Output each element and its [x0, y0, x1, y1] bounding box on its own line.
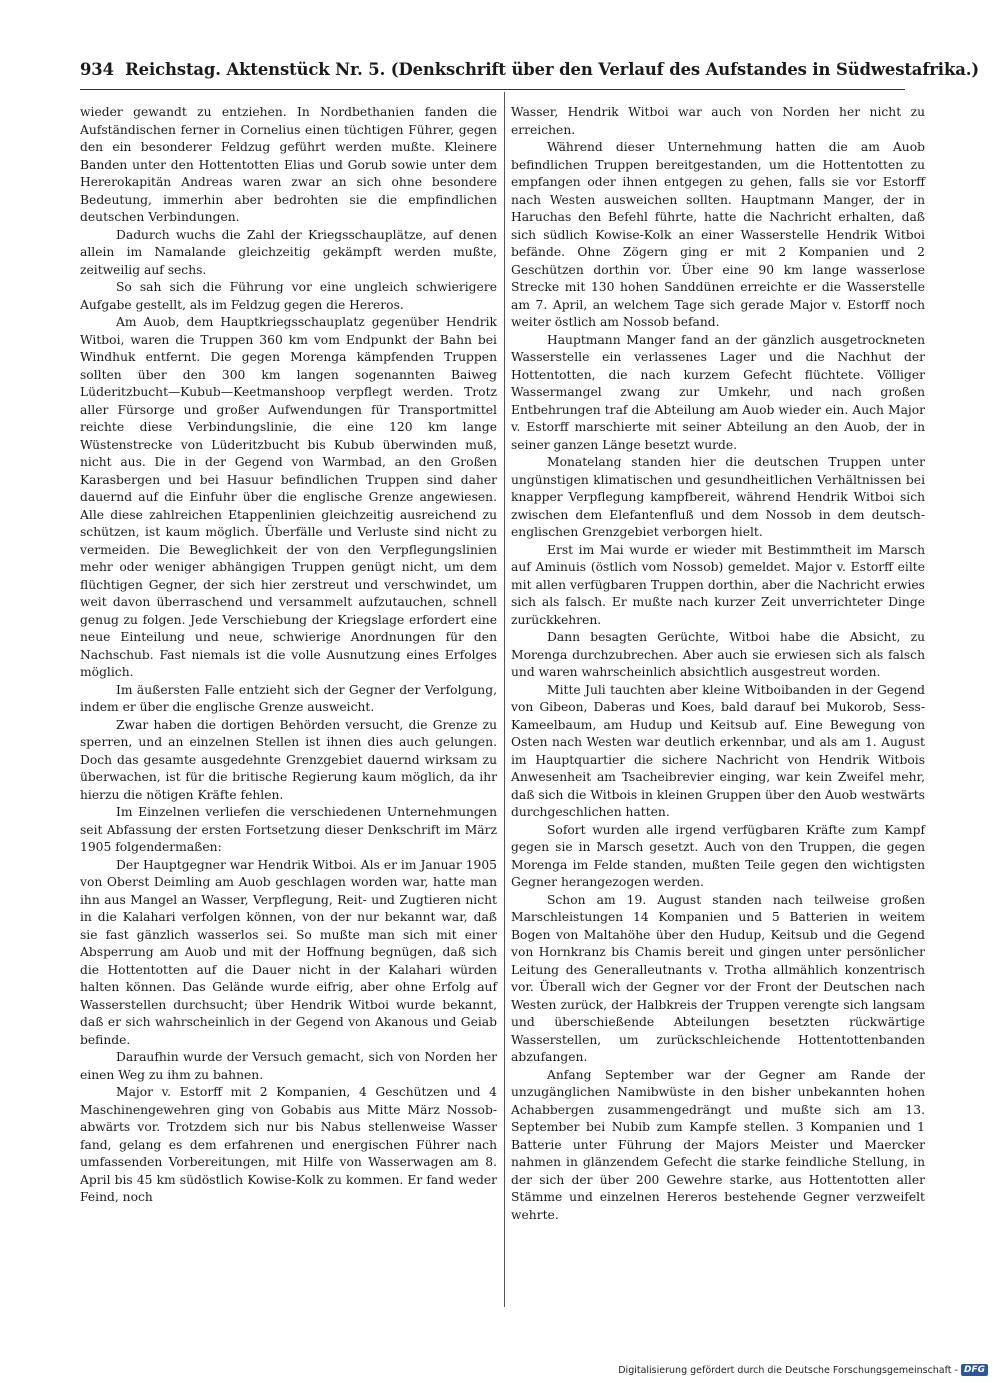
paragraph: Hauptmann Manger fand an der gänzlich ausgetrockneten Wasserstelle ein verlassenes Lager und die Nachhut der Hottentotten, die nach kurzem Gefecht flüchtete. Völliger Wassermangel zwang zur Umkehr, und nach großen Entbehrungen traf die Abteilung am Auob wieder ein. Auch Major v. Estorff marschierte mit seiner Abteilung an den Auob, der in seiner ganzen Länge besetzt wurde. [511, 332, 925, 452]
column-divider [504, 92, 505, 1307]
paragraph: Im Einzelnen verliefen die verschiedenen Unternehmungen seit Abfassung der ersten Fortsetzung dieser Denkschrift im März 1905 folgendermaßen: [80, 805, 497, 854]
dfg-logo: DFG [961, 1364, 988, 1376]
right-column [511, 104, 925, 1224]
paragraph: Im äußersten Falle entzieht sich der Gegner der Verfolgung, indem er über die englische Grenze ausweicht. [80, 682, 497, 714]
header-rule [80, 89, 905, 90]
paragraph: Erst im Mai wurde er wieder mit Bestimmtheit im Marsch auf Aminuis (östlich vom Nossob) gemeldet. Major v. Estorff eilte mit allen verfügbaren Truppen dorthin, aber die Nachricht erwies sich als falsch. Er mußte nach kurzer Zeit unverrichteter Dinge zurückkehren. [511, 542, 925, 627]
paragraph: Monatelang standen hier die deutschen Truppen unter ungünstigen klimatischen und gesundheitlichen Verhältnissen bei knapper Verpflegung kampfbereit, während Hendrik Witboi sich zwischen dem Elefantenfluß und dem Nossob in dem deutsch-englischen Grenzgebiet verborgen hielt. [511, 455, 925, 539]
paragraph: Anfang September war der Gegner am Rande der unzugänglichen Namibwüste in den bisher unbekannten hohen Achabbergen zusammengedrängt und mußte sich am 13. September bei Nubib zum Kampfe stellen. 3 Kompanien und 1 Batterie unter Führung der Majors Meister und Maercker nahmen in glänzendem Gefecht die starke feindliche Stellung, in der sich der über 200 Gewehre starke, aus Hottentotten aller Stämme und einzelnen Hereros bestehende Gegner verzweifelt wehrte. [511, 1067, 925, 1222]
paragraph: Wasser, Hendrik Witboi war auch von Norden her nicht zu erreichen. [511, 105, 925, 137]
paragraph: Während dieser Unternehmung hatten die am Auob befindlichen Truppen bereitgestanden, um die Hottentotten zu empfangen oder ihnen entgegen zu gehen, falls sie vor Estorff nach Westen ausweichen sollten. Hauptmann Manger, der in Haruchas den Befehl führte, hatte die Nachricht erhalten, daß sich südlich Kowise-Kolk an einer Wasserstelle Hendrik Witboi befände. Ohne Zögern ging er mit 2 Kompanien und 2 Geschützen dorthin vor. Über eine 90 km lange wasserlose Strecke mit 130 hohen Sanddünen erreichte er die Wasserstelle am 7. April, an welchem Tage sich gerade Major v. Estorff noch weiter östlich am Nossob befand. [511, 140, 925, 329]
paragraph: Schon am 19. August standen nach teilweise großen Marschleistungen 14 Kompanien und 5 Batterien in weitem Bogen von Maltahöhe über den Hudup, Keitsub und die Gegend von Hornkranz bis Chamis bereit und gingen unter persönlicher Leitung des Generalleutnants v. Trotha allmählich konzentrisch vor. Überall wich der Gegner vor der Front der Deutschen nach Westen zurück, der Halbkreis der Truppen verengte sich langsam und überschießende Abteilungen besetzten rückwärtige Wasserstellen, um zurückschleichende Hottentottenbanden abzufangen. [511, 892, 925, 1064]
paragraph: Daraufhin wurde der Versuch gemacht, sich von Norden her einen Weg zu ihm zu bahnen. [80, 1050, 497, 1082]
footer-text: Digitalisierung gefördert durch die Deutsche Forschungsgemeinschaft - [618, 1364, 958, 1376]
paragraph: Major v. Estorff mit 2 Kompanien, 4 Geschützen und 4 Maschinengewehren ging von Gobabis aus Mitte März Nossob-abwärts vor. Trotzdem sich nur bis Nabus stellenweise Wasser fand, gelang es dem erfahrenen und energischen Führer nach umfassenden Vorbereitungen, mit Hilfe von Wasserwagen am 8. April bis 45 km südöstlich Kowise-Kolk zu kommen. Er fand weder Feind, noch [80, 1085, 497, 1204]
paragraph: Zwar haben die dortigen Behörden versucht, die Grenze zu sperren, und an einzelnen Stellen ist ihnen dies auch gelungen. Doch das gesamte ausgedehnte Grenzgebiet dauernd wirksam zu überwachen, ist für die britische Regierung kaum möglich, da ihr hierzu die nötigen Kräfte fehlen. [80, 717, 497, 802]
paragraph: Dadurch wuchs die Zahl der Kriegsschauplätze, auf denen allein im Namalande gleichzeitig gekämpft werden mußte, zeitweilig auf sechs. [80, 227, 497, 277]
paragraph: Der Hauptgegner war Hendrik Witboi. Als er im Januar 1905 von Oberst Deimling am Auob geschlagen worden war, hatte man ihn aus Mangel an Wasser, Verpflegung, Reit- und Zugtieren nicht in die Kalahari verfolgen können, von der nur bekannt war, daß sie fast gänzlich wasserlos sei. So mußte man sich mit einer Absperrung am Auob und mit der Hoffnung begnügen, daß sich die Hottentotten auf die Dauer nicht in der Kalahari würden halten können. Das Gelände wurde eifrig, aber ohne Erfolg auf Wasserstellen durchsucht; über Hendrik Witboi wurde bekannt, daß er sich wahrscheinlich in der Gegend von Akanous und Geiab befinde. [80, 857, 497, 1047]
digitization-footer [618, 1364, 988, 1376]
paragraph: wieder gewandt zu entziehen. In Nordbethanien fanden die Aufständischen ferner in Cornelius einen tüchtigen Führer, gegen den ein besonderer Feldzug geführt werden mußte. Kleinere Banden unter den Hottentotten Elias und Gorub sowie unter dem Hererokapitän Andreas waren zwar an sich ohne besondere Bedeutung, immerhin aber bedrohten sie die empfindlichen deutschen Verbindungen. [80, 105, 497, 224]
page-number: 934 [80, 60, 114, 79]
running-title: Reichstag. Aktenstück Nr. 5. (Denkschrift über den Verlauf des Aufstandes in Südwestafrika.) [125, 60, 979, 79]
paragraph: Sofort wurden alle irgend verfügbaren Kräfte zum Kampf gegen sie in Marsch gesetzt. Auch von den Truppen, die gegen Morenga im Felde standen, mußten Teile gegen den wichtigsten Gegner herangezogen werden. [511, 822, 925, 889]
left-column [80, 104, 497, 1207]
paragraph: Am Auob, dem Hauptkriegsschauplatz gegenüber Hendrik Witboi, waren die Truppen 360 km vom Endpunkt der Bahn bei Windhuk entfernt. Die gegen Morenga kämpfenden Truppen sollten über den 300 km langen sogenannten Baiweg Lüderitzbucht—Kubub—Keetmanshoop verpflegt werden. Trotz aller Fürsorge und großer Aufwendungen für Transportmittel reichte diese Verbindungslinie, die eine 120 km lange Wüstenstrecke von Lüderitzbucht bis Kubub überwinden muß, nicht aus. Die in der Gegend von Warmbad, an den Großen Karasbergen und bei Hasuur befindlichen Truppen sind daher dauernd auf die Einfuhr über die englische Grenze angewiesen. Alle diese zahlreichen Etappenlinien gleichzeitig ausreichend zu schützen, ist kaum möglich. Überfälle und Verluste sind nicht zu vermeiden. Die Beweglichkeit der von den Verpflegungslinien mehr oder weniger abhängigen Truppen genügt nicht, um dem flüchtigen Gegner, der sich hier zerstreut und verschwindet, um weit davon überraschend und versammelt aufzutauchen, schnell genug zu folgen. Jede Verschiebung der Kriegslage erfordert eine neue Einteilung und neue, schwierige Anordnungen für den Nachschub. Fast niemals ist die volle Ausnutzung eines Erfolges möglich. [80, 315, 497, 679]
paragraph: So sah sich die Führung vor eine ungleich schwierigere Aufgabe gestellt, als im Feldzug gegen die Hereros. [80, 280, 497, 312]
running-header [80, 60, 979, 79]
paragraph: Dann besagten Gerüchte, Witboi habe die Absicht, zu Morenga durchzubrechen. Aber auch sie erwiesen sich als falsch und waren wahrscheinlich absichtlich ausgestreut worden. [511, 630, 925, 679]
paragraph: Mitte Juli tauchten aber kleine Witboibanden in der Gegend von Gibeon, Daberas und Koes, bald darauf bei Mukorob, Sess-Kameelbaum, am Hudup und Keitsub auf. Eine Bewegung von Osten nach Westen war deutlich erkennbar, und als am 1. August im Hauptquartier die sichere Nachricht von Hendrik Witbois Anwesenheit am Tsacheibrevier einging, war kein Zweifel mehr, daß sich die Witbois in kleinen Gruppen über den Auob westwärts durchgeschlichen hatten. [511, 682, 925, 819]
